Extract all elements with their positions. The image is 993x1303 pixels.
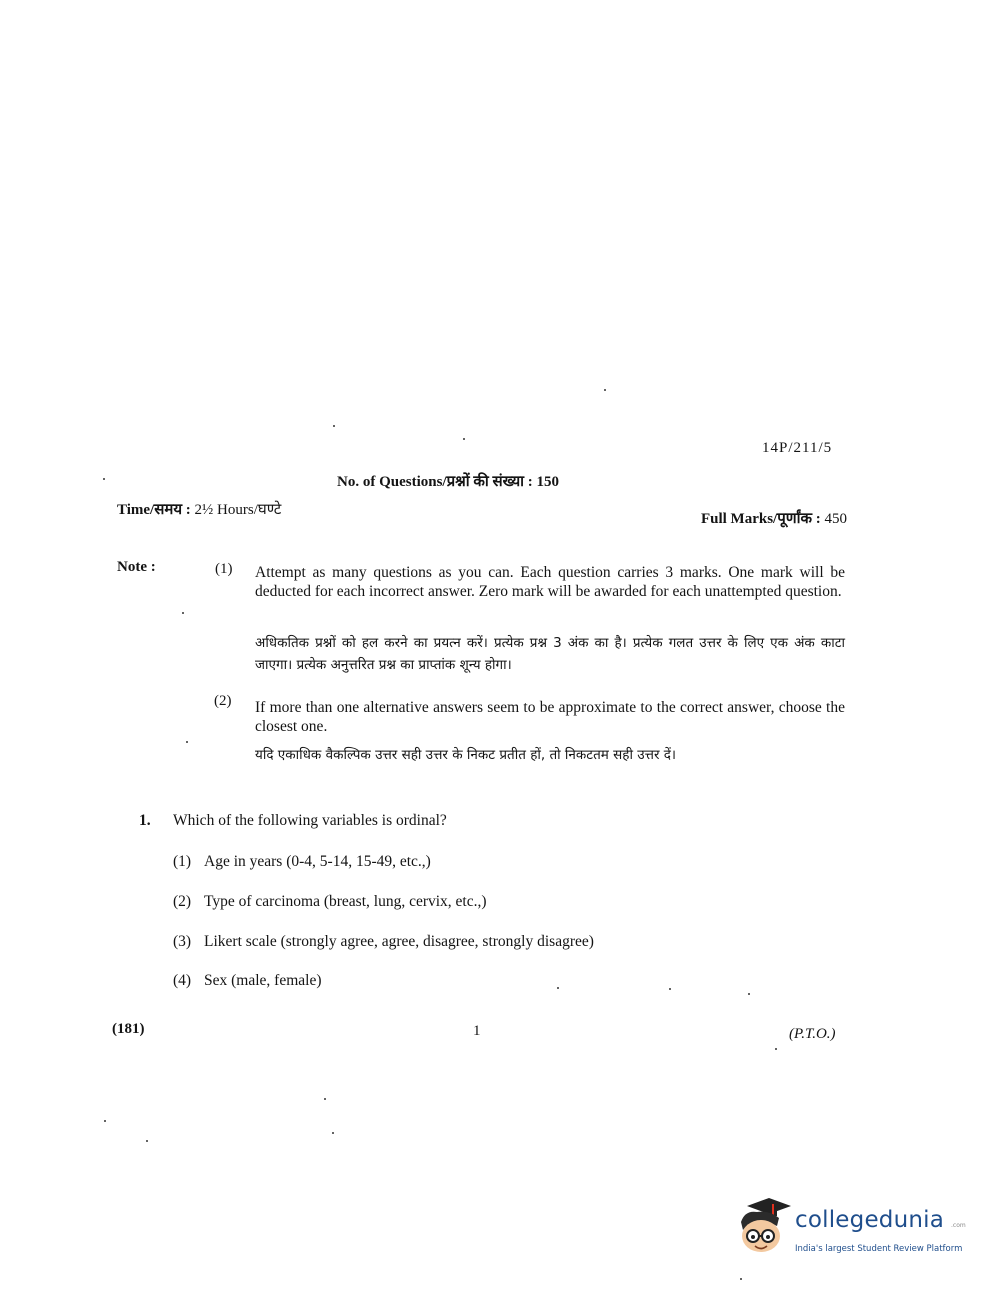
- scan-speck: [103, 478, 105, 480]
- option-4: [173, 972, 321, 990]
- scan-speck: [146, 1140, 148, 1142]
- scan-speck: [332, 1132, 334, 1134]
- option-text: Age in years (0-4, 5-14, 15-49, etc.,): [204, 853, 431, 870]
- brand-suffix: .com: [951, 1222, 966, 1229]
- note-number-1: (1): [215, 561, 233, 577]
- scan-speck: [557, 987, 559, 989]
- option-text: Likert scale (strongly agree, agree, disagree, strongly disagree): [204, 933, 594, 950]
- scan-speck: [748, 993, 750, 995]
- question-text: Which of the following variables is ordinal?: [173, 812, 447, 829]
- option-text: Type of carcinoma (breast, lung, cervix, etc.,): [204, 893, 487, 910]
- brand-tagline: India's largest Student Review Platform: [795, 1244, 963, 1254]
- footer-code: (181): [112, 1021, 145, 1037]
- marks-label: Full Marks/पूर्णांक :: [700, 511, 821, 527]
- option-text: Sex (male, female): [204, 972, 322, 989]
- note-text-en-2: If more than one alternative answers seem to be approximate to the correct answer, choose the closest one.: [255, 699, 845, 735]
- time-allowed: [117, 499, 281, 519]
- option-number: (4): [173, 972, 192, 989]
- please-turn-over: (P.T.O.): [789, 1026, 836, 1042]
- full-marks: [701, 508, 847, 528]
- scan-speck: [775, 1048, 777, 1050]
- scan-speck: [463, 438, 465, 440]
- student-mascot-icon: [735, 1196, 795, 1258]
- number-of-questions: No. of Questions/प्रश्नों की संख्या : 150: [337, 474, 560, 490]
- time-label: Time/समय :: [117, 502, 191, 518]
- marks-value: 450: [824, 511, 847, 527]
- option-number: (2): [173, 893, 192, 910]
- note-text-hi-2: यदि एकाधिक वैकल्पिक उत्तर सही उत्तर के निकट प्रतीत हों, तो निकटतम सही उत्तर दें।: [255, 747, 677, 763]
- scan-speck: [324, 1098, 326, 1100]
- page-number: 1: [473, 1023, 481, 1039]
- note-text-hi-1: अधिकतिक प्रश्नों को हल करने का प्रयत्न करें। प्रत्येक प्रश्न 3 अंक का है। प्रत्येक गलत उत्तर के लिए एक अंक काटा जाएगा। प्रत्येक अनुत्तरित प्रश्न का प्राप्तांक शून्य होगा।: [255, 635, 845, 673]
- brand-name: collegedunia: [795, 1207, 945, 1233]
- note-label: Note :: [117, 559, 156, 575]
- scan-speck: [669, 988, 671, 990]
- scan-speck: [333, 425, 335, 427]
- scan-speck: [104, 1120, 106, 1122]
- option-1: [173, 853, 431, 871]
- option-number: (1): [173, 853, 192, 870]
- option-number: (3): [173, 933, 192, 950]
- note-text-en-1: Attempt as many questions as you can. Each question carries 3 marks. One mark will be deducted for each incorrect answer. Zero mark will be awarded for each unattempted question.: [255, 564, 845, 600]
- paper-code: 14P/211/5: [762, 440, 833, 456]
- scan-speck: [186, 741, 188, 743]
- scan-speck: [182, 612, 184, 614]
- time-value: 2½ Hours/घण्टे: [194, 502, 282, 518]
- option-3: [173, 933, 594, 951]
- scan-speck: [604, 389, 606, 391]
- question-number: 1.: [139, 812, 151, 829]
- note-number-2: (2): [214, 693, 232, 709]
- option-2: [173, 893, 487, 911]
- scan-speck: [740, 1278, 742, 1280]
